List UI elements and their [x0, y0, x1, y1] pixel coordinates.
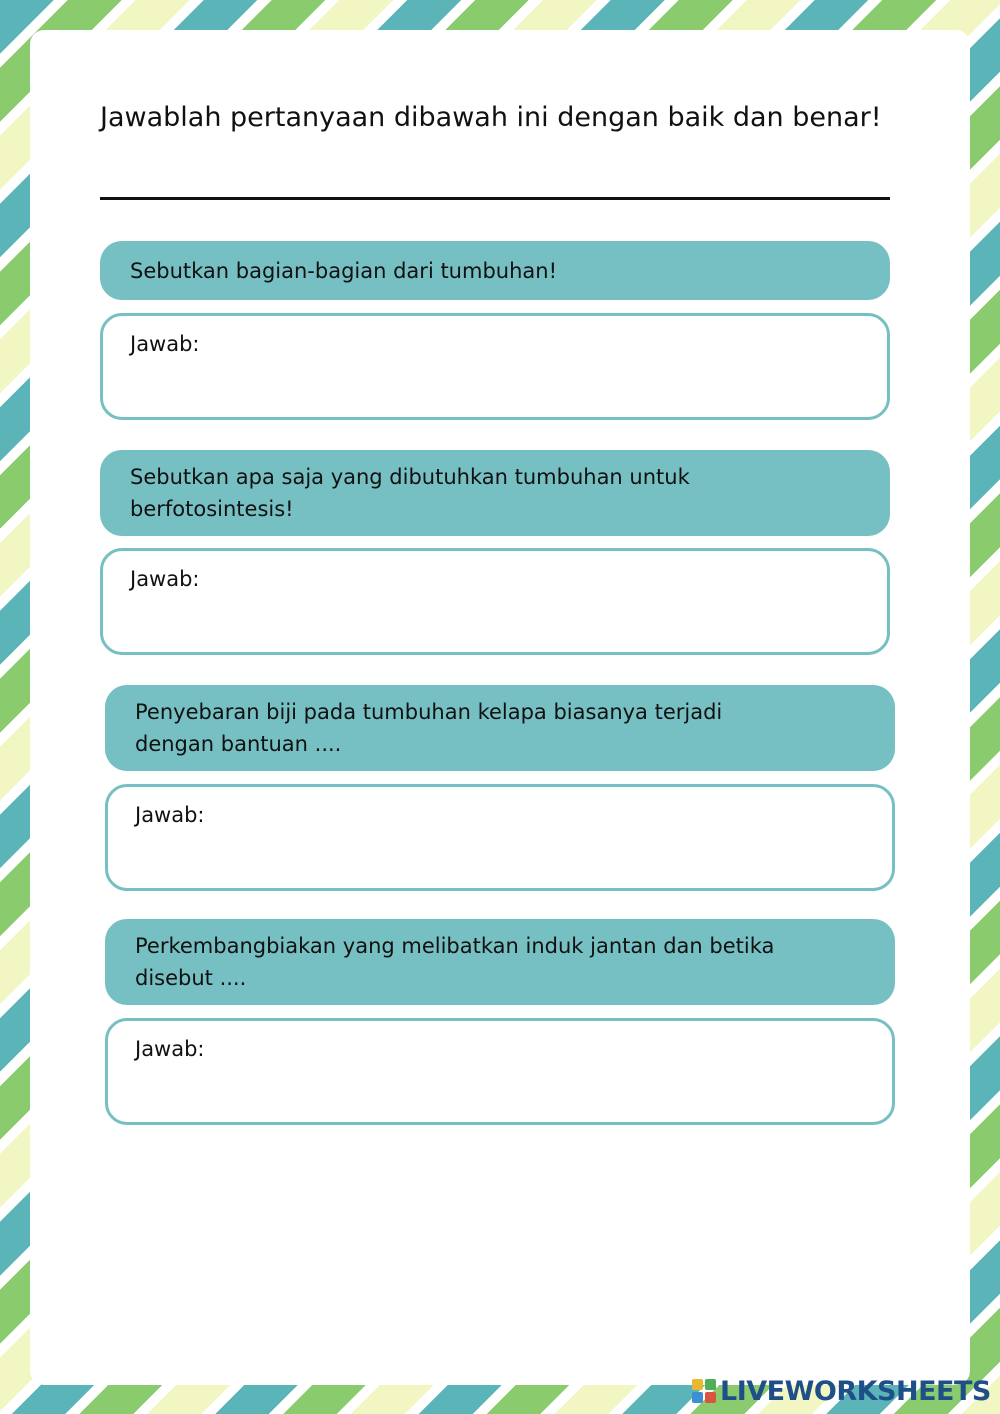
question-4-text: Perkembangbiakan yang melibatkan induk jantan dan betika disebut .... [135, 934, 775, 990]
question-1-text: Sebutkan bagian-bagian dari tumbuhan! [130, 258, 557, 283]
answer-1-field[interactable] [100, 313, 890, 420]
answer-4-label: Jawab: [135, 1037, 205, 1061]
liveworksheets-logo [692, 1373, 991, 1409]
liveworksheets-wordmark: LIVEWORKSHEETS [720, 1375, 991, 1407]
worksheet-title: Jawablah pertanyaan dibawah ini dengan baik dan benar! [100, 102, 882, 133]
liveworksheets-icon [692, 1379, 716, 1403]
answer-2-label: Jawab: [130, 567, 200, 591]
question-3-text: Penyebaran biji pada tumbuhan kelapa biasanya terjadi dengan bantuan .... [135, 700, 723, 756]
question-4-box [105, 919, 895, 1005]
answer-1-label: Jawab: [130, 332, 200, 356]
logo-tile-1 [692, 1379, 703, 1390]
answer-2-field[interactable] [100, 548, 890, 655]
title-divider [100, 197, 890, 200]
question-2-box [100, 450, 890, 536]
logo-tile-2 [705, 1379, 716, 1390]
question-1-box [100, 241, 890, 300]
question-3-box [105, 685, 895, 771]
answer-4-field[interactable] [105, 1018, 895, 1125]
question-2-text: Sebutkan apa saja yang dibutuhkan tumbuhan untuk berfotosintesis! [130, 465, 690, 521]
logo-tile-3 [692, 1392, 703, 1403]
logo-tile-4 [705, 1392, 716, 1403]
answer-3-field[interactable] [105, 784, 895, 891]
answer-3-label: Jawab: [135, 803, 205, 827]
